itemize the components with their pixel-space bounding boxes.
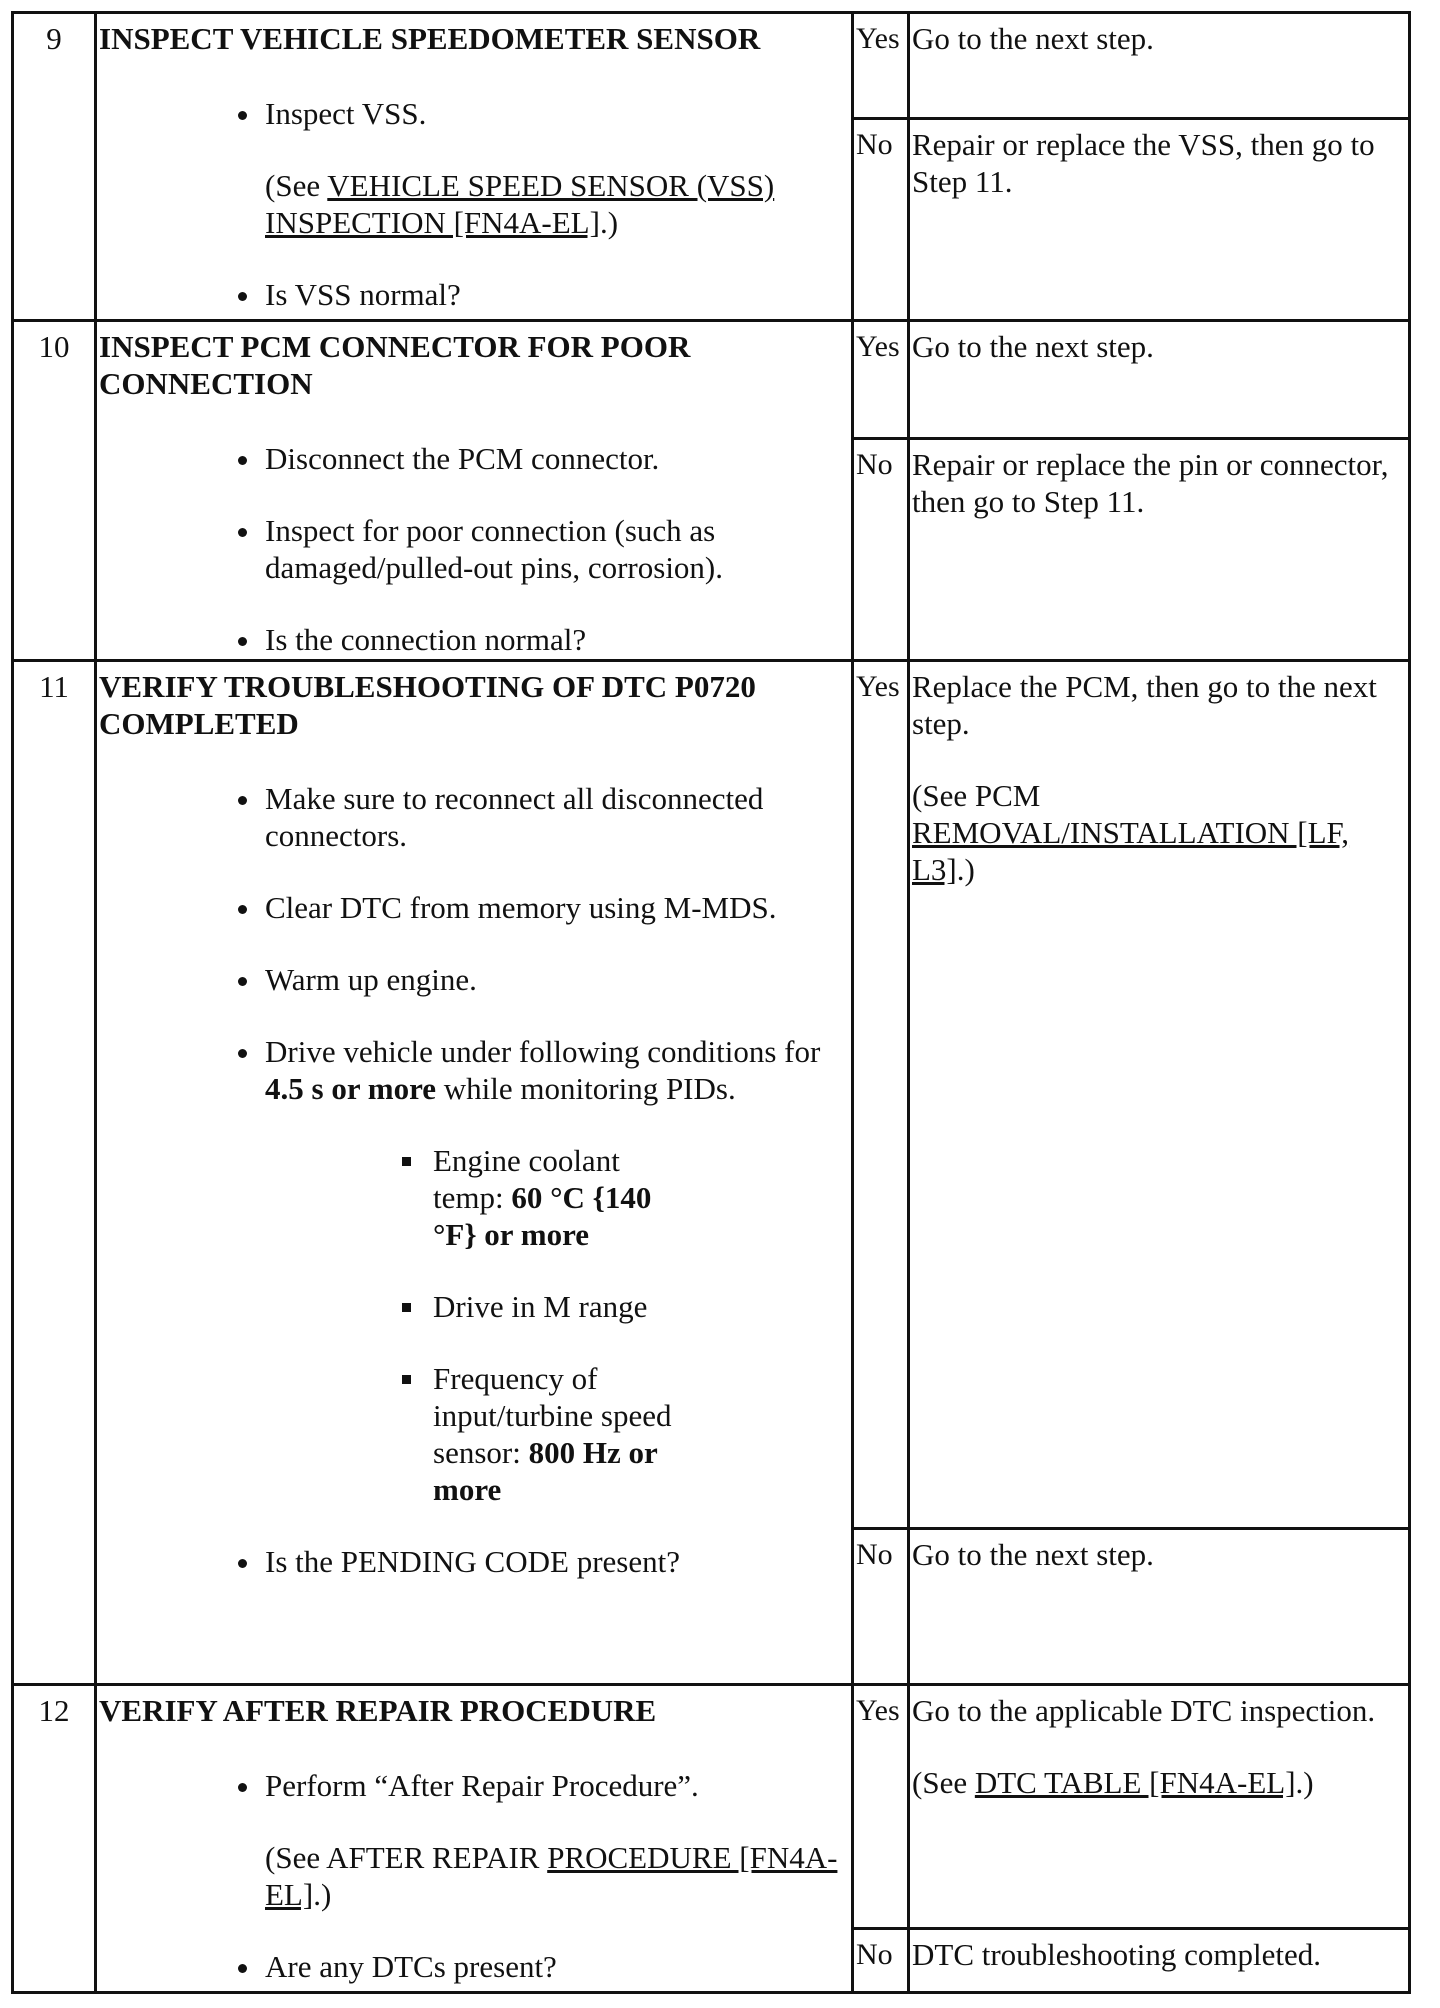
yes-label: Yes: [853, 13, 909, 119]
pcm-removal-link[interactable]: REMOVAL/INSTALLATION [LF, L3]: [912, 815, 1350, 887]
see-prefix: (See: [265, 168, 328, 203]
condition-item: [433, 1288, 851, 1325]
step-title: INSPECT VEHICLE SPEEDOMETER SENSOR: [99, 21, 761, 56]
bullet-item: [265, 1543, 851, 1580]
dtc-table-link[interactable]: DTC TABLE [FN4A-EL]: [974, 1765, 1296, 1800]
step-title: INSPECT PCM CONNECTOR FOR POOR CONNECTION: [99, 329, 691, 401]
see-reference: [265, 1839, 851, 1913]
yes-action: Replace the PCM, then go to the next step.: [912, 669, 1377, 741]
condition-text: Frequency of input/turbine speed sensor:: [433, 1361, 672, 1470]
bullet-item: [265, 276, 851, 313]
no-action: Repair or replace the VSS, then go to Step 11.: [909, 119, 1410, 321]
condition-bold: 60 °C {140 °F} or more: [433, 1180, 652, 1252]
no-action: DTC troubleshooting completed.: [909, 1929, 1410, 1993]
bullet-item: [265, 961, 851, 998]
step-number: 9: [13, 13, 96, 321]
step-title: VERIFY TROUBLESHOOTING OF DTC P0720 COMPLETED: [99, 669, 756, 741]
no-label: No: [853, 119, 909, 321]
condition-item: [433, 1360, 683, 1508]
question-text: Is the PENDING CODE present?: [265, 1544, 680, 1579]
yes-action: Go to the applicable DTC inspection.: [912, 1693, 1376, 1728]
condition-text: Engine coolant temp:: [433, 1143, 620, 1215]
bullet-text: Warm up engine.: [265, 962, 477, 997]
yes-action: Go to the next step.: [909, 13, 1410, 119]
yes-action: Go to the next step.: [909, 321, 1410, 439]
bullet-text: Inspect for poor connection (such as damaged/pulled-out pins, corrosion).: [265, 513, 724, 585]
bullet-item: [265, 889, 851, 926]
see-suffix: .): [313, 1877, 332, 1912]
yes-action-cell: [909, 661, 1410, 1529]
step-12-yes-row: [13, 1685, 1410, 1929]
yes-label: Yes: [853, 321, 909, 439]
condition-item: [433, 1142, 683, 1253]
step-11-yes-row: [13, 661, 1410, 1529]
see-prefix: (See AFTER REPAIR: [265, 1840, 548, 1875]
see-suffix: .): [1295, 1765, 1314, 1800]
bullet-item: [265, 512, 851, 586]
step-9-bullets: [99, 95, 851, 313]
see-suffix: .): [956, 852, 975, 887]
step-9-description: [96, 13, 853, 321]
after-repair-link[interactable]: PROCEDURE [FN4A-EL]: [265, 1840, 838, 1912]
see-reference: [265, 167, 851, 241]
bullet-item: [265, 621, 851, 658]
condition-list: [265, 1142, 851, 1508]
condition-bold: 800 Hz or more: [433, 1435, 658, 1507]
bullet-text: while monitoring PIDs.: [436, 1071, 736, 1106]
step-10-yes-row: [13, 321, 1410, 439]
see-reference: [912, 777, 1402, 888]
step-10-description: [96, 321, 853, 661]
bullet-item: [265, 95, 851, 241]
bullet-text: Clear DTC from memory using M-MDS.: [265, 890, 777, 925]
question-text: Is VSS normal?: [265, 277, 461, 312]
bullet-item: [265, 1033, 851, 1508]
bullet-item: [265, 1948, 851, 1985]
no-action: Go to the next step.: [909, 1529, 1410, 1685]
see-reference: [912, 1764, 1402, 1801]
bullet-text: Disconnect the PCM connector.: [265, 441, 660, 476]
step-10-bullets: [99, 440, 851, 658]
step-11-description: [96, 661, 853, 1685]
bullet-item: [265, 780, 851, 854]
see-prefix: (See PCM: [912, 778, 1041, 813]
bullet-bold: 4.5 s or more: [265, 1071, 437, 1106]
condition-text: Drive in M range: [433, 1289, 648, 1324]
no-action: Repair or replace the pin or connector, then go to Step 11.: [909, 439, 1410, 661]
step-11-bullets: [99, 780, 851, 1580]
see-prefix: (See: [912, 1765, 975, 1800]
yes-label: Yes: [853, 661, 909, 1529]
no-label: No: [853, 439, 909, 661]
question-text: Are any DTCs present?: [265, 1949, 557, 1984]
bullet-text: Perform “After Repair Procedure”.: [265, 1768, 699, 1803]
step-number: 10: [13, 321, 96, 661]
no-label: No: [853, 1929, 909, 1993]
bullet-text: Inspect VSS.: [265, 96, 427, 131]
no-label: No: [853, 1529, 909, 1685]
bullet-item: [265, 1767, 851, 1913]
step-number: 11: [13, 661, 96, 1685]
step-9-yes-row: [13, 13, 1410, 119]
vss-inspection-link[interactable]: VEHICLE SPEED SENSOR (VSS) INSPECTION [FN4A-EL]: [265, 168, 775, 240]
question-text: Is the connection normal?: [265, 622, 587, 657]
bullet-item: [265, 440, 851, 477]
see-suffix: .): [599, 205, 619, 240]
step-number: 12: [13, 1685, 96, 1993]
yes-action-cell: [909, 1685, 1410, 1929]
step-12-bullets: [99, 1767, 851, 1985]
yes-label: Yes: [853, 1685, 909, 1929]
step-12-description: [96, 1685, 853, 1993]
troubleshooting-table: [11, 11, 1411, 1994]
step-title: VERIFY AFTER REPAIR PROCEDURE: [99, 1693, 657, 1728]
bullet-text: Make sure to reconnect all disconnected connectors.: [265, 781, 764, 853]
bullet-text: Drive vehicle under following conditions for: [265, 1034, 821, 1069]
